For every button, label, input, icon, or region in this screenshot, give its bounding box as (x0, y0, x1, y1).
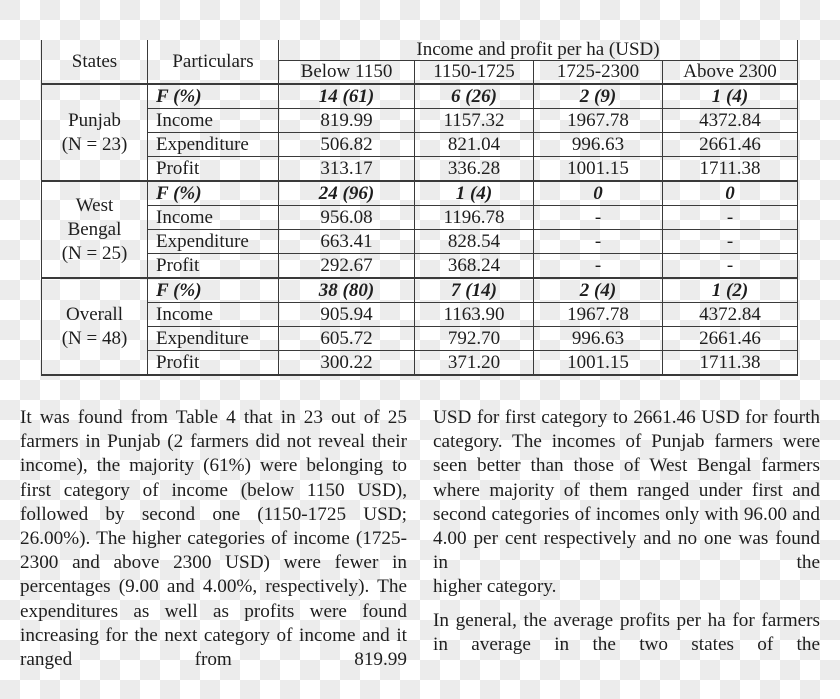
paragraph: USD for first category to 2661.46 USD for fourth category. The incomes of Punjab farmers were seen better than those of West Bengal farmers where majority of them ranged under first and second categories of incomes only with 96.00 and 4.00 per cent respectively and no one was found in the (433, 407, 820, 574)
table-row (42, 351, 798, 376)
state-name: Punjab (68, 109, 121, 131)
table-row (42, 206, 798, 230)
table-cell: 313.17 (279, 157, 415, 182)
row-label: Expenditure (148, 230, 279, 254)
table-cell: 24 (96) (279, 181, 415, 206)
table-cell: 1196.78 (415, 206, 534, 230)
table-cell: 4372.84 (663, 109, 798, 133)
table-cell: 821.04 (415, 133, 534, 157)
body-text-right-column (433, 406, 820, 657)
table-cell: 663.41 (279, 230, 415, 254)
row-label: Income (148, 206, 279, 230)
paragraph: It was found from Table 4 that in 23 out of 25 farmers in Punjab (2 farmers did not reveal their income), the majority (61%) were belonging to first category of income (below 1150 USD), followed by second one (1150-1725 USD; 26.00%). The higher categories of income (1725-2300 and above 2300 USD) were fewer in percentages (9.00 and 4.00%, respectively). The expenditures as well as profits were found increasing for the next category of income and it ranged from 819.99 (20, 407, 407, 671)
table-cell: 956.08 (279, 206, 415, 230)
table-cell: 1967.78 (534, 303, 663, 327)
table-cell: - (663, 254, 798, 279)
table-cell: - (534, 254, 663, 279)
row-label: Profit (148, 254, 279, 279)
body-text-left-column (20, 406, 407, 672)
table-row (42, 254, 798, 279)
table-cell: - (663, 230, 798, 254)
table-cell: - (534, 206, 663, 230)
table-cell: 605.72 (279, 327, 415, 351)
table-cell: 1 (2) (663, 278, 798, 303)
table-cell: 336.28 (415, 157, 534, 182)
table-cell: 2 (4) (534, 278, 663, 303)
row-label: F (%) (148, 84, 279, 109)
state-n: (N = 23) (61, 133, 128, 155)
row-label: F (%) (148, 181, 279, 206)
table-cell: 1 (4) (663, 84, 798, 109)
state-n: (N = 25) (61, 242, 128, 264)
state-name: West (75, 194, 114, 216)
table-cell: 1711.38 (663, 157, 798, 182)
table-cell: 0 (534, 181, 663, 206)
table-cell: 2 (9) (534, 84, 663, 109)
table-cell: 2661.46 (663, 133, 798, 157)
state-cell-west-bengal (42, 181, 148, 278)
state-name: Overall (66, 303, 123, 325)
row-label: Profit (148, 157, 279, 182)
state-cell-overall (42, 278, 148, 375)
table-row (42, 157, 798, 182)
header-particulars: Particulars (148, 40, 279, 84)
row-label: Profit (148, 351, 279, 376)
header-states: States (42, 40, 148, 84)
table-row (42, 230, 798, 254)
table-cell: 1157.32 (415, 109, 534, 133)
table-cell: 6 (26) (415, 84, 534, 109)
table-cell: 828.54 (415, 230, 534, 254)
table-row (42, 84, 798, 109)
table-cell: 1711.38 (663, 351, 798, 376)
header-category-1: Below 1150 (279, 61, 415, 85)
table-cell: 506.82 (279, 133, 415, 157)
row-label: Income (148, 303, 279, 327)
income-profit-table (41, 40, 798, 376)
row-label: Expenditure (148, 133, 279, 157)
table-cell: 792.70 (415, 327, 534, 351)
table-cell: 996.63 (534, 327, 663, 351)
table-cell: 4372.84 (663, 303, 798, 327)
header-category-2: 1150-1725 (415, 61, 534, 85)
table-cell: - (663, 206, 798, 230)
table-cell: 14 (61) (279, 84, 415, 109)
table-cell: 2661.46 (663, 327, 798, 351)
state-n: (N = 48) (61, 327, 128, 349)
header-category-4: Above 2300 (663, 61, 798, 85)
table-cell: - (534, 230, 663, 254)
table-row (42, 181, 798, 206)
table-cell: 1001.15 (534, 157, 663, 182)
header-income-group: Income and profit per ha (USD) (279, 40, 798, 61)
paragraph: In general, the average profits per ha for farmers in average in the two states of the (433, 609, 820, 655)
table-cell: 371.20 (415, 351, 534, 376)
row-label: Income (148, 109, 279, 133)
table-cell: 1163.90 (415, 303, 534, 327)
table-row (42, 303, 798, 327)
table-row (42, 133, 798, 157)
table-cell: 38 (80) (279, 278, 415, 303)
table-row (42, 278, 798, 303)
state-name: Bengal (67, 218, 122, 240)
row-label: F (%) (148, 278, 279, 303)
table-cell: 1967.78 (534, 109, 663, 133)
table-cell: 0 (663, 181, 798, 206)
table-cell: 300.22 (279, 351, 415, 376)
table-cell: 819.99 (279, 109, 415, 133)
header-category-3: 1725-2300 (534, 61, 663, 85)
table-cell: 1 (4) (415, 181, 534, 206)
table-row (42, 109, 798, 133)
state-cell-punjab (42, 84, 148, 181)
table-cell: 905.94 (279, 303, 415, 327)
row-label: Expenditure (148, 327, 279, 351)
table-cell: 368.24 (415, 254, 534, 279)
table-cell: 7 (14) (415, 278, 534, 303)
paragraph-end: higher category. (433, 576, 557, 598)
table-cell: 996.63 (534, 133, 663, 157)
table-cell: 1001.15 (534, 351, 663, 376)
table-row (42, 327, 798, 351)
table-cell: 292.67 (279, 254, 415, 279)
